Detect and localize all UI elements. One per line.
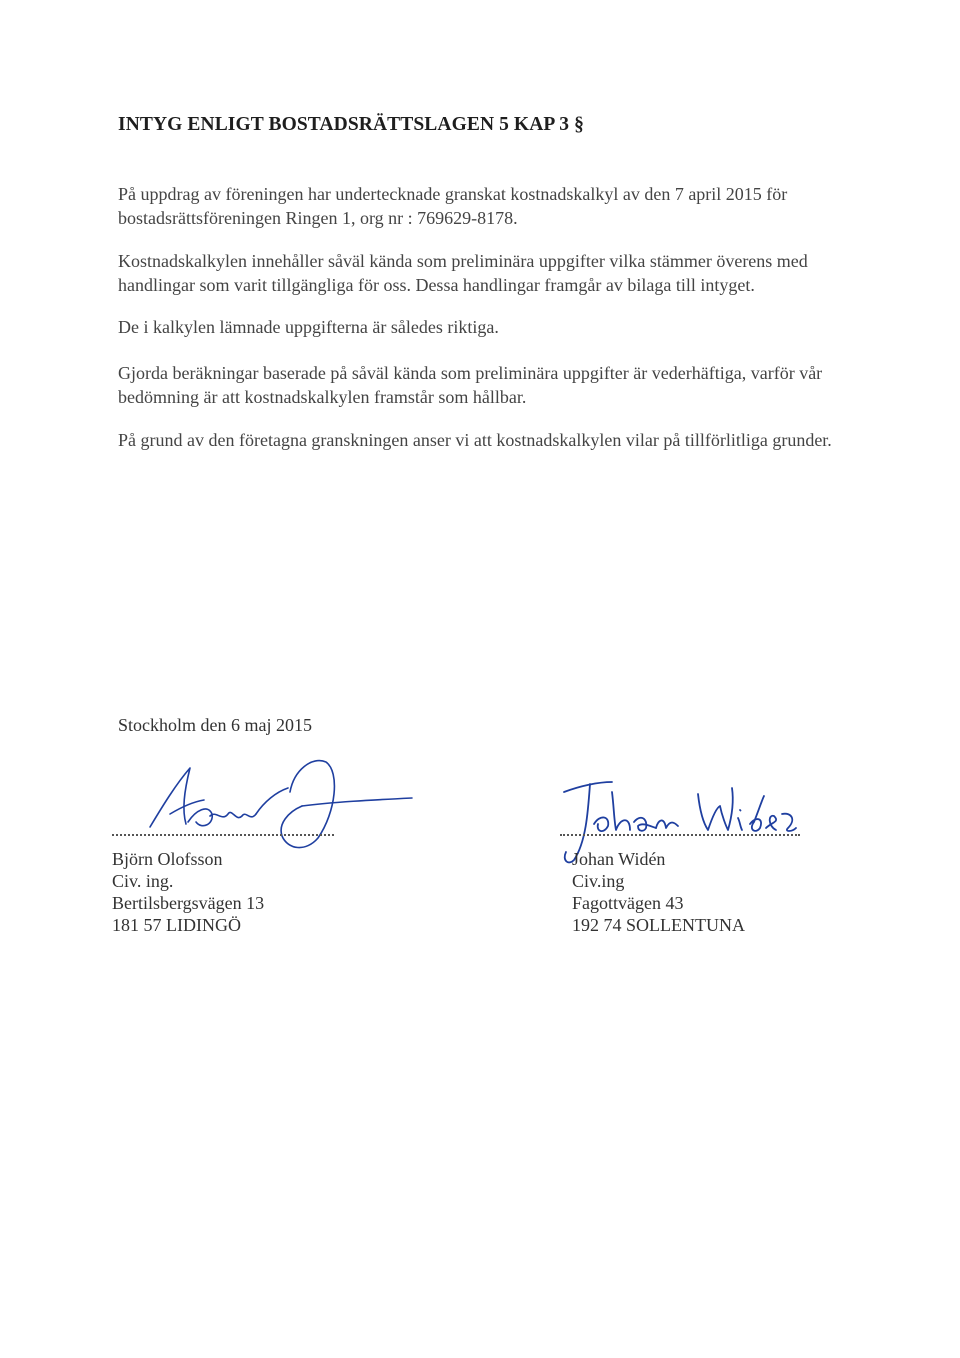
signatory-name: Johan Widén <box>572 849 666 869</box>
signatory-street: Fagottvägen 43 <box>572 893 684 913</box>
signatory-postal: 181 57 LIDINGÖ <box>112 915 241 935</box>
signatory-title: Civ. ing. <box>112 871 174 891</box>
signatory-name: Björn Olofsson <box>112 849 223 869</box>
paragraph-assignment: På uppdrag av föreningen har undertecknade granskat kostnadskalkyl av den 7 april 2015 för bostadsrättsföreningen Ringen 1, org nr : 769629-8178. <box>118 184 788 228</box>
signature-olofsson <box>112 752 422 862</box>
signatory-details-right <box>572 848 745 936</box>
place-and-date: Stockholm den 6 maj 2015 <box>118 715 312 735</box>
paragraph-conclusion: På grund av den företagna granskningen anser vi att kostnadskalkylen vilar på tillförlitliga grunder. <box>118 430 832 450</box>
signatory-postal: 192 74 SOLLENTUNA <box>572 915 745 935</box>
signature-line-left <box>112 832 334 836</box>
paragraph-contents: Kostnadskalkylen innehåller såväl kända som preliminära uppgifter vilka stämmer överens med handlingar som varit tillgängliga för oss. Dessa handlingar framgår av bilaga till intyget. <box>118 251 808 295</box>
paragraph-correctness: De i kalkylen lämnade uppgifterna är således riktiga. <box>118 317 499 337</box>
paragraph-calculations: Gjorda beräkningar baserade på såväl kända som preliminära uppgifter är vederhäftiga, varför vår bedömning är att kostnadskalkylen framstår som hållbar. <box>118 363 823 407</box>
signatory-details-left <box>112 848 264 936</box>
signature-line-right <box>560 832 800 836</box>
signatory-title: Civ.ing <box>572 871 625 891</box>
signatory-street: Bertilsbergsvägen 13 <box>112 893 265 913</box>
document-title: INTYG ENLIGT BOSTADSRÄTTSLAGEN 5 KAP 3 § <box>118 114 584 135</box>
